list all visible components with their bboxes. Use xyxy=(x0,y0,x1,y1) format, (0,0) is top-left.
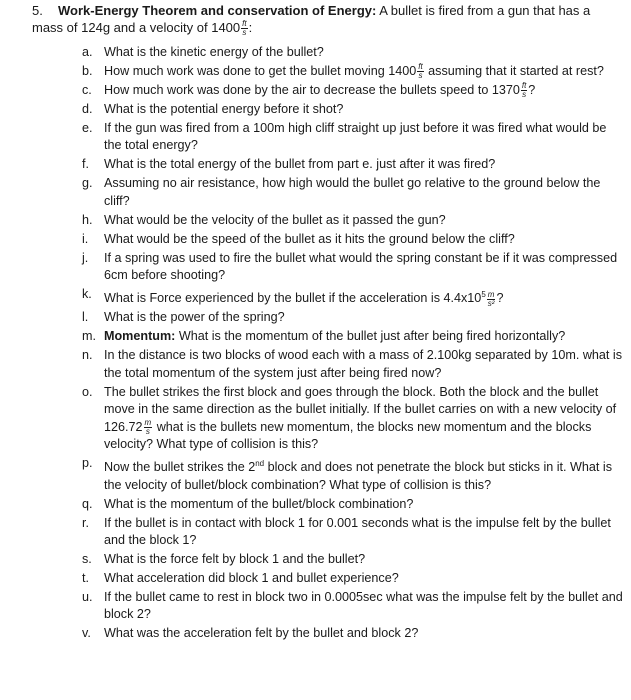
question-intro: A bullet is fired from a gun that has a mass of 124g and a velocity of 1400 xyxy=(32,3,591,35)
sub-question-item xyxy=(70,156,625,173)
sub-question-item xyxy=(70,212,625,229)
sub-question-item xyxy=(70,286,625,308)
item-letter: m. xyxy=(82,329,96,344)
item-text-after: assuming that it started at rest? xyxy=(424,64,604,78)
item-text-after: block and does not penetrate the block but sticks in it. What is the velocity of bullet/block combination? What type of collision is this? xyxy=(104,460,613,492)
sub-question-item xyxy=(70,551,625,568)
item-letter: g. xyxy=(82,176,93,191)
item-letter: p. xyxy=(82,456,93,471)
sub-question-list xyxy=(70,44,625,644)
item-letter: v. xyxy=(82,626,91,641)
sub-question-item xyxy=(70,175,625,210)
item-text: What would be the velocity of the bullet as it passed the gun? xyxy=(104,212,446,227)
item-text: If a spring was used to fire the bullet what would the spring constant be if it was compressed 6cm before shooting? xyxy=(104,250,618,283)
item-text: Now the bullet strikes the 2 xyxy=(104,460,256,475)
unit-fraction: $\frac{ft}{s}$ xyxy=(418,62,423,81)
item-text: What is the force felt by block 1 and the bullet? xyxy=(104,552,366,567)
item-text: What is the momentum of the bullet just after being fired horizontally? xyxy=(175,329,566,344)
item-text-after: ? xyxy=(528,83,536,97)
question-header: 5. Work-Energy Theorem and conservation of Energy: A bullet is fired from a gun that has a mass of 124g and a velocity of 1400 $\frac{ft}{s}$ : xyxy=(32,3,591,38)
item-letter: d. xyxy=(82,102,93,116)
item-letter: s. xyxy=(82,552,92,567)
item-text: If the bullet came to rest in block two in 0.0005sec what was the impulse felt by the bullet and block 2? xyxy=(104,590,623,622)
unit-fraction: $\frac{ft}{s}$ xyxy=(242,19,247,38)
unit-fraction: $\frac{m}{\text{s²}}$ xyxy=(487,289,495,308)
sub-question-item xyxy=(70,231,625,248)
question-number: 5. xyxy=(32,3,43,18)
item-letter: j. xyxy=(82,250,89,265)
sub-question-item xyxy=(70,328,625,345)
item-text-after: what is the bullets new momentum, the blocks new momentum and the blocks velocity? What type of collision is this? xyxy=(104,419,592,452)
item-text: What is Force experienced by the bullet if the acceleration is 4.4x10 xyxy=(104,291,482,306)
item-text: What is the potential energy before it shot? xyxy=(104,102,344,116)
question-title: Work-Energy Theorem and conservation of Energy: xyxy=(58,3,377,18)
sub-question-item xyxy=(70,82,625,99)
sub-question-item xyxy=(70,347,625,382)
sub-question-item xyxy=(70,63,625,80)
sub-question-item xyxy=(70,589,625,624)
item-text: How much work was done by the air to decrease the bullets speed to 1370 xyxy=(104,83,520,97)
sub-question-item xyxy=(70,120,625,155)
item-text: What is the power of the spring? xyxy=(104,310,285,325)
item-letter: k. xyxy=(82,287,92,302)
item-text: What would be the speed of the bullet as it hits the ground below the cliff? xyxy=(104,231,515,246)
item-text: What is the kinetic energy of the bullet? xyxy=(104,45,324,59)
item-text: The bullet strikes the first block and goes through the block. Both the block and the bullet move in the same direction as the bullet initially. If the bullet carries on with a new velocity of 126.72 xyxy=(104,384,617,434)
sub-question-item xyxy=(70,101,625,118)
item-letter: i. xyxy=(82,231,89,246)
item-text: In the distance is two blocks of wood each with a mass of 2.100kg separated by 10m. what is the total momentum of the system just after being fired now? xyxy=(104,348,623,380)
sub-question-item xyxy=(70,515,625,550)
unit-fraction: $\frac{ft}{s}$ xyxy=(521,81,527,100)
sub-question-item xyxy=(70,496,625,513)
item-letter: u. xyxy=(82,590,93,605)
item-letter: l. xyxy=(82,310,89,325)
item-letter: o. xyxy=(82,384,93,399)
item-letter: e. xyxy=(82,121,93,135)
item-text: What is the total energy of the bullet from part e. just after it was fired? xyxy=(104,157,496,172)
item-text: What was the acceleration felt by the bullet and block 2? xyxy=(104,626,419,641)
sub-question-item xyxy=(70,455,625,494)
item-text: What is the momentum of the bullet/block combination? xyxy=(104,496,414,511)
sub-question-item xyxy=(70,384,625,454)
item-bold-label: Momentum: xyxy=(104,329,176,344)
item-text: If the bullet is in contact with block 1 for 0.001 seconds what is the impulse felt by the bullet and the block 1? xyxy=(104,515,611,548)
unit-fraction: $\frac{m}{s}$ xyxy=(144,417,152,436)
sub-question-item xyxy=(70,570,625,587)
item-letter: n. xyxy=(82,348,93,363)
item-letter: b. xyxy=(82,64,93,78)
sub-question-item xyxy=(70,250,625,285)
item-text: What acceleration did block 1 and bullet experience? xyxy=(104,571,399,586)
item-superscript: nd xyxy=(255,459,265,469)
sub-question-item xyxy=(70,625,625,642)
item-letter: c. xyxy=(82,83,92,97)
item-letter: f. xyxy=(82,157,89,172)
item-text: Assuming no air resistance, how high would the bullet go relative to the ground below the cliff? xyxy=(104,176,601,208)
item-letter: h. xyxy=(82,212,93,227)
item-letter: a. xyxy=(82,45,93,59)
item-text: If the gun was fired from a 100m high cliff straight up just before it was fired what would be the total energy? xyxy=(104,121,607,153)
item-letter: q. xyxy=(82,496,93,511)
item-text: How much work was done to get the bullet moving 1400 xyxy=(104,64,417,78)
item-letter: t. xyxy=(82,571,89,586)
item-superscript: 5 xyxy=(481,290,486,300)
item-text-after: ? xyxy=(496,291,504,306)
item-letter: r. xyxy=(82,515,89,530)
sub-question-item xyxy=(70,44,625,61)
sub-question-item xyxy=(70,309,625,326)
